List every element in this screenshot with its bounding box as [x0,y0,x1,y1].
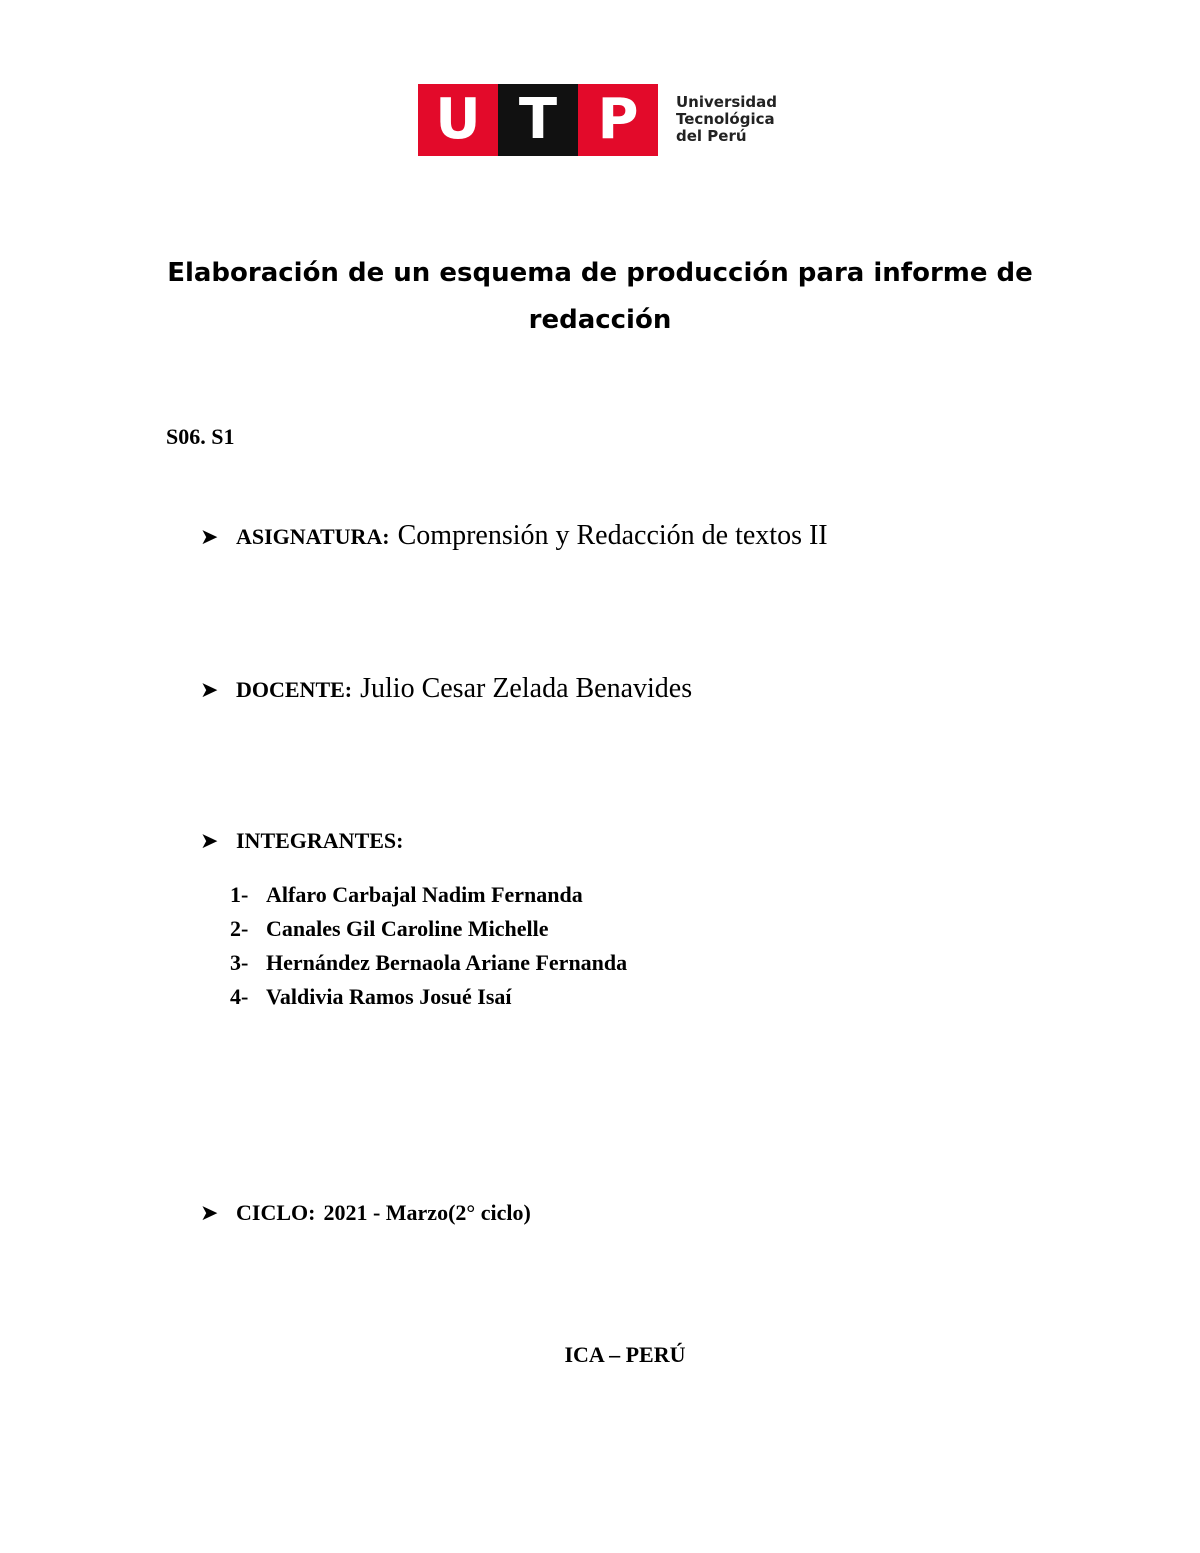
logo-letter-t: T [498,84,578,156]
member-name: Valdivia Ramos Josué Isaí [266,984,512,1009]
logo-letter-p: P [578,84,658,156]
field-integrantes [200,828,403,854]
docente-value: Julio Cesar Zelada Benavides [360,673,693,704]
arrowhead-bullet-icon: ➤ [200,525,219,550]
ciclo-value: 2021 - Marzo(2° ciclo) [323,1200,531,1225]
list-item: 2- Canales Gil Caroline Michelle [230,916,549,941]
arrowhead-bullet-icon: ➤ [200,829,219,854]
ciclo-label: CICLO: [236,1200,316,1225]
logo-letter-u: U [418,84,498,156]
session-code: S06. S1 [166,424,235,449]
docente-label: DOCENTE: [236,677,353,702]
member-name: Canales Gil Caroline Michelle [266,916,549,941]
logo-line-1: Universidad [676,93,778,111]
logo-line-2: Tecnológica [676,110,775,128]
list-item: 4- Valdivia Ramos Josué Isaí [230,984,512,1009]
field-docente [200,673,692,705]
field-asignatura [200,520,828,552]
member-name: Hernández Bernaola Ariane Fernanda [266,950,628,975]
arrowhead-bullet-icon: ➤ [200,1201,219,1226]
arrowhead-bullet-icon: ➤ [200,678,219,703]
asignatura-value: Comprensión y Redacción de textos II [397,520,828,551]
integrantes-label: INTEGRANTES: [236,828,404,853]
list-item: 1- Alfaro Carbajal Nadim Fernanda [230,882,583,907]
members-list [230,878,627,1014]
document-title: Elaboración de un esquema de producción para informe de redacción [167,258,1033,335]
utp-logo [418,84,777,156]
field-ciclo [200,1200,531,1226]
logo-line-3: del Perú [676,127,747,145]
logo-wordmark [676,84,777,156]
list-item: 3- Hernández Bernaola Ariane Fernanda [230,950,628,975]
member-name: Alfaro Carbajal Nadim Fernanda [266,882,583,907]
location: ICA – PERÚ [564,1342,686,1367]
asignatura-label: ASIGNATURA: [236,524,390,549]
